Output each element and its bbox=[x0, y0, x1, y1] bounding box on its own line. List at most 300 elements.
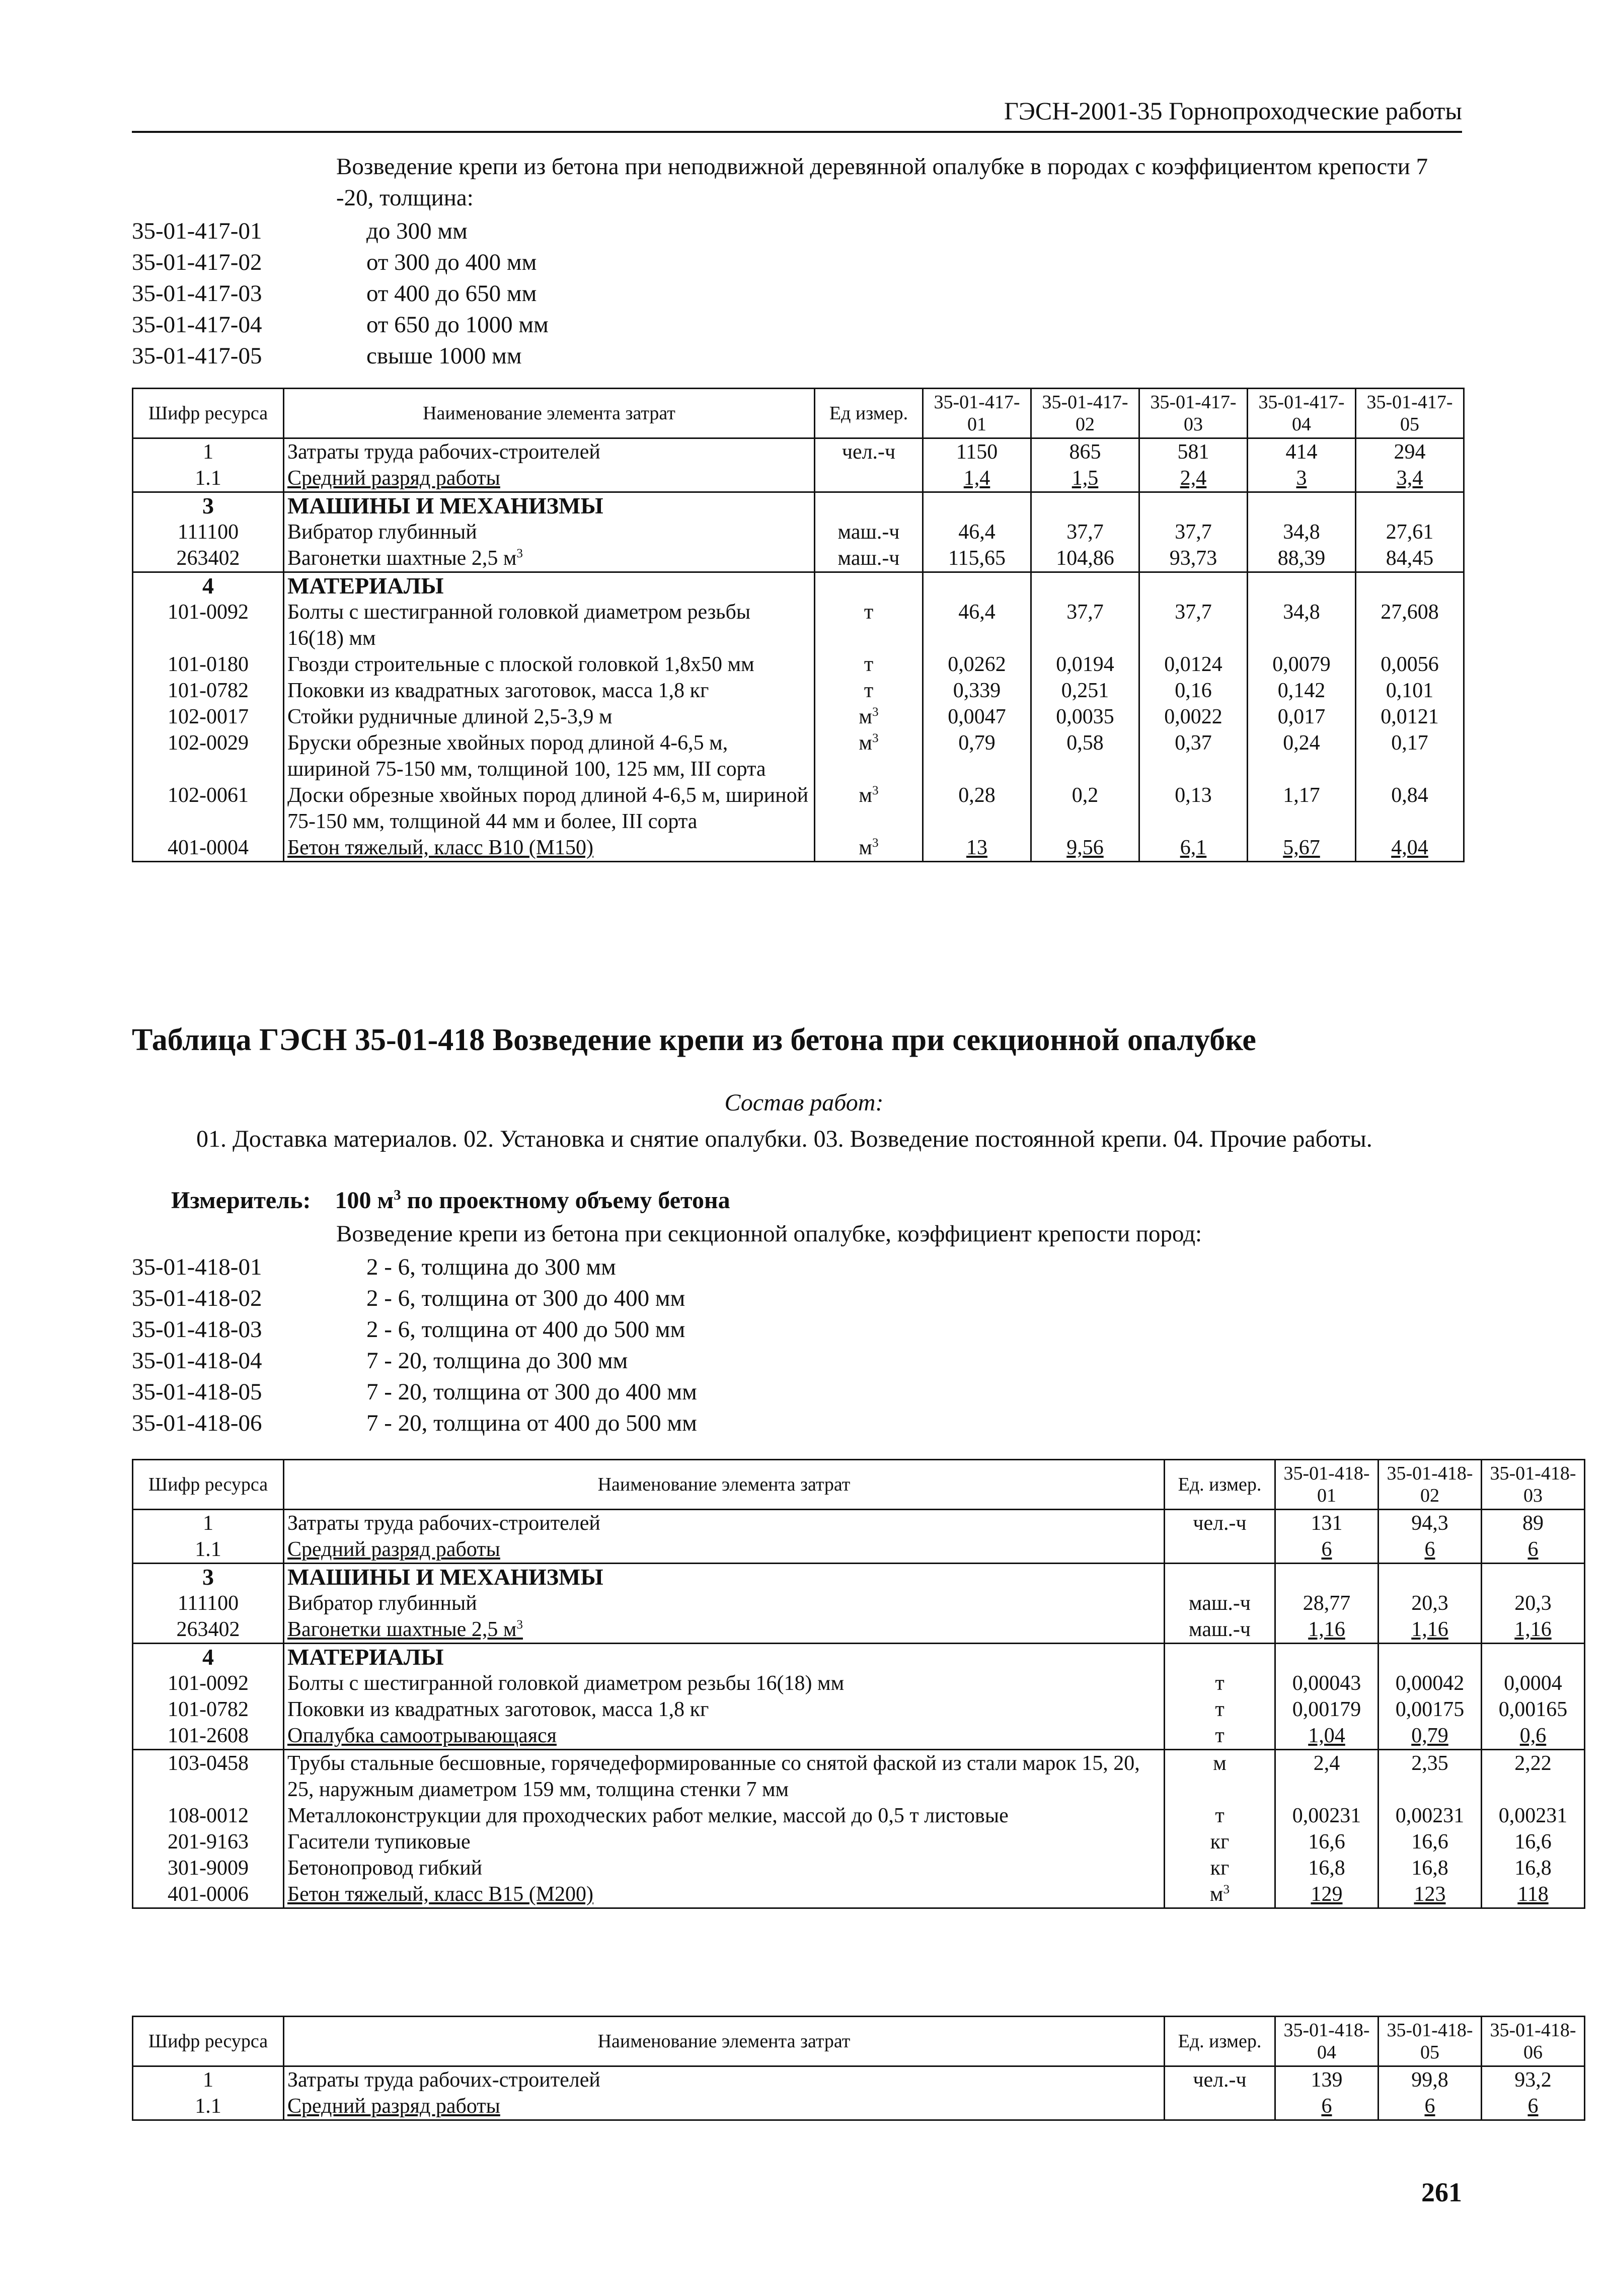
header-col: 35-01-417-05 bbox=[1356, 389, 1464, 438]
cell-unit bbox=[1165, 2066, 1275, 2094]
cell-value: 4,04 bbox=[1356, 835, 1464, 862]
measure-label: Измеритель: bbox=[171, 1187, 311, 1214]
cell-value: 0,00231 bbox=[1482, 1803, 1585, 1829]
cell-value: 0,251 bbox=[1031, 678, 1139, 704]
cell-code: 101-0092 bbox=[133, 599, 284, 651]
cell-value: 46,4 bbox=[923, 599, 1031, 651]
cell-name-text: Средний разряд работы bbox=[287, 467, 500, 490]
table-row bbox=[133, 678, 1464, 704]
cell-code: 111100 bbox=[133, 1590, 284, 1616]
cell-value bbox=[1248, 572, 1356, 600]
cell-value: 89 bbox=[1482, 1510, 1585, 1537]
cell-code: 201-9163 bbox=[133, 1829, 284, 1855]
cell-value: 34,8 bbox=[1248, 519, 1356, 545]
table-row bbox=[133, 704, 1464, 730]
cell-value: 16,8 bbox=[1379, 1855, 1482, 1881]
cell-unit bbox=[1165, 1803, 1275, 1829]
cell-name-text: Стойки рудничные длиной 2,5-3,9 м bbox=[287, 705, 612, 728]
cell-unit bbox=[815, 678, 923, 704]
cell-value: 93,2 bbox=[1482, 2066, 1585, 2094]
table-row bbox=[133, 835, 1464, 862]
header-rule bbox=[132, 131, 1462, 133]
cell-value: 0,58 bbox=[1031, 730, 1139, 782]
table-header-row bbox=[133, 1460, 1585, 1510]
resource-table-418-a bbox=[132, 1459, 1585, 1909]
cell-code: 263402 bbox=[133, 1616, 284, 1644]
cell-value: 129 bbox=[1275, 1881, 1379, 1908]
table-row bbox=[133, 2093, 1585, 2120]
cell-unit bbox=[815, 465, 923, 492]
measure-line bbox=[171, 1185, 730, 1216]
cell-code: 263402 bbox=[133, 545, 284, 572]
header-name: Наименование элемента затрат bbox=[284, 1460, 1165, 1510]
cell-value: 0,0262 bbox=[923, 651, 1031, 678]
cell-value: 3,4 bbox=[1356, 465, 1464, 492]
cell-unit bbox=[1165, 1829, 1275, 1855]
cell-value: 0,24 bbox=[1248, 730, 1356, 782]
cell-unit-text: чел.-ч bbox=[1193, 1512, 1247, 1535]
code-desc: от 650 до 1000 мм bbox=[366, 312, 549, 338]
header-col: 35-01-418-04 bbox=[1275, 2017, 1379, 2066]
cell-unit-text: т bbox=[1215, 1672, 1224, 1695]
table-row bbox=[133, 651, 1464, 678]
cell-value: 2,35 bbox=[1379, 1750, 1482, 1803]
cell-value: 0,37 bbox=[1139, 730, 1248, 782]
cell-value bbox=[1248, 492, 1356, 520]
cell-value bbox=[1275, 1644, 1379, 1671]
cell-value: 118 bbox=[1482, 1881, 1585, 1908]
code: 35-01-417-03 bbox=[132, 280, 262, 307]
cell-code: 301-9009 bbox=[133, 1855, 284, 1881]
cell-name bbox=[284, 1829, 1165, 1855]
cell-name-text: Болты с шестигранной головкой диаметром резьбы 16(18) мм bbox=[287, 601, 751, 650]
cell-unit-text: маш.-ч bbox=[1189, 1592, 1251, 1615]
cell-value: 1,16 bbox=[1275, 1616, 1379, 1644]
measure-value: 100 м bbox=[335, 1187, 394, 1214]
cell-unit bbox=[1165, 1670, 1275, 1696]
table-row bbox=[133, 1644, 1585, 1671]
cell-value bbox=[923, 572, 1031, 600]
cell-value: 0,0004 bbox=[1482, 1670, 1585, 1696]
cell-value: 16,8 bbox=[1275, 1855, 1379, 1881]
cell-unit bbox=[1165, 1590, 1275, 1616]
cell-unit-text: маш.-ч bbox=[1189, 1618, 1251, 1641]
code-desc: от 400 до 650 мм bbox=[366, 280, 537, 307]
cell-name-text: Бруски обрезные хвойных пород длиной 4-6,5 м, шириной 75-150 мм, толщиной 100, 125 мм, III сорта bbox=[287, 731, 766, 781]
cell-value: 0,017 bbox=[1248, 704, 1356, 730]
header-name: Наименование элемента затрат bbox=[284, 2017, 1165, 2066]
cell-code: 1 bbox=[133, 2066, 284, 2094]
cell-value: 0,00043 bbox=[1275, 1670, 1379, 1696]
cell-code: 102-0061 bbox=[133, 782, 284, 835]
cell-name bbox=[284, 1855, 1165, 1881]
cell-code: 102-0017 bbox=[133, 704, 284, 730]
cell-name-text: Вибратор глубинный bbox=[287, 521, 477, 544]
cell-value: 1,17 bbox=[1248, 782, 1356, 835]
cell-unit-text: т bbox=[864, 601, 874, 624]
header-unit: Ед. измер. bbox=[1165, 2017, 1275, 2066]
cell-value: 294 bbox=[1356, 438, 1464, 466]
table-body bbox=[133, 1510, 1585, 1908]
table-row bbox=[133, 1750, 1585, 1803]
cell-name-text: Затраты труда рабочих-строителей bbox=[287, 1512, 600, 1535]
cell-value: 37,7 bbox=[1139, 599, 1248, 651]
cell-value: 88,39 bbox=[1248, 545, 1356, 572]
cell-name-text: Бетонопровод гибкий bbox=[287, 1857, 483, 1880]
cell-name bbox=[284, 704, 815, 730]
cell-value: 46,4 bbox=[923, 519, 1031, 545]
cell-value: 13 bbox=[923, 835, 1031, 862]
cell-value bbox=[1482, 1644, 1585, 1671]
code: 35-01-418-04 bbox=[132, 1348, 262, 1374]
cell-unit-text: м bbox=[1213, 1752, 1227, 1775]
cell-name bbox=[284, 1590, 1165, 1616]
cell-value: 9,56 bbox=[1031, 835, 1139, 862]
code-desc: 7 - 20, толщина от 300 до 400 мм bbox=[366, 1379, 697, 1405]
cell-name bbox=[284, 1723, 1165, 1750]
cell-unit bbox=[815, 519, 923, 545]
table-row bbox=[133, 572, 1464, 600]
cell-value bbox=[1379, 1644, 1482, 1671]
cell-value bbox=[1139, 572, 1248, 600]
cell-value: 37,7 bbox=[1031, 519, 1139, 545]
cell-name bbox=[284, 651, 815, 678]
cell-unit bbox=[815, 438, 923, 466]
work-composition-text: 01. Доставка материалов. 02. Установка и снятие опалубки. 03. Возведение постоянной крепи. 04. Прочие работы. bbox=[196, 1126, 1372, 1152]
cell-name bbox=[284, 1564, 1165, 1591]
cell-value: 1,16 bbox=[1482, 1616, 1585, 1644]
cell-name-text: Доски обрезные хвойных пород длиной 4-6,5 м, шириной 75-150 мм, толщиной 44 мм и более, III сорта bbox=[287, 784, 809, 833]
cell-value: 99,8 bbox=[1379, 2066, 1482, 2094]
table-row bbox=[133, 1590, 1585, 1616]
code: 35-01-418-05 bbox=[132, 1379, 262, 1405]
table-row bbox=[133, 1616, 1585, 1644]
work-composition-heading: Состав работ: bbox=[724, 1089, 884, 1116]
table-row bbox=[133, 1536, 1585, 1564]
cell-value: 0,17 bbox=[1356, 730, 1464, 782]
code: 35-01-417-04 bbox=[132, 312, 262, 338]
table-row bbox=[133, 465, 1464, 492]
section2-intro: Возведение крепи из бетона при секционной опалубке, коэффициент крепости пород: bbox=[336, 1221, 1202, 1247]
cell-name-text: Гвозди строительные с плоской головкой 1,8х50 мм bbox=[287, 653, 754, 676]
cell-name-text: Опалубка самоотрывающаяся bbox=[287, 1724, 557, 1747]
measure-rest: по проектному объему бетона bbox=[407, 1187, 730, 1214]
cell-name-text: МАШИНЫ И МЕХАНИЗМЫ bbox=[287, 1564, 603, 1590]
cell-name bbox=[284, 678, 815, 704]
cell-code: 3 bbox=[133, 1564, 284, 1591]
cell-code: 111100 bbox=[133, 519, 284, 545]
cell-value: 1,5 bbox=[1031, 465, 1139, 492]
cell-value: 0,142 bbox=[1248, 678, 1356, 704]
cell-value bbox=[1482, 1564, 1585, 1591]
cell-unit-text: м bbox=[1209, 1883, 1223, 1906]
code-desc: 2 - 6, толщина от 400 до 500 мм bbox=[366, 1316, 685, 1343]
code: 35-01-417-02 bbox=[132, 249, 262, 275]
code: 35-01-418-02 bbox=[132, 1285, 262, 1311]
cell-unit bbox=[1165, 1750, 1275, 1803]
cell-name bbox=[284, 1616, 1165, 1644]
table-title: Таблица ГЭСН 35-01-418 Возведение крепи из бетона при секционной опалубке bbox=[132, 1023, 1256, 1057]
cell-value: 0,28 bbox=[923, 782, 1031, 835]
cell-value: 20,3 bbox=[1482, 1590, 1585, 1616]
cell-unit bbox=[1165, 1536, 1275, 1564]
code-desc: 2 - 6, толщина до 300 мм bbox=[366, 1254, 616, 1280]
measure-sup: 3 bbox=[394, 1187, 401, 1203]
cell-value: 0,79 bbox=[1379, 1723, 1482, 1750]
cell-name bbox=[284, 2093, 1165, 2120]
header-unit: Ед измер. bbox=[815, 389, 923, 438]
cell-unit bbox=[1165, 1644, 1275, 1671]
cell-name-text: Вагонетки шахтные 2,5 м bbox=[287, 1618, 517, 1641]
cell-value: 16,6 bbox=[1482, 1829, 1585, 1855]
cell-value: 865 bbox=[1031, 438, 1139, 466]
cell-value bbox=[1356, 572, 1464, 600]
cell-code: 102-0029 bbox=[133, 730, 284, 782]
cell-code: 1 bbox=[133, 438, 284, 466]
cell-name bbox=[284, 730, 815, 782]
table-row bbox=[133, 1696, 1585, 1723]
cell-value bbox=[1356, 492, 1464, 520]
cell-unit bbox=[815, 572, 923, 600]
header-col: 35-01-418-06 bbox=[1482, 2017, 1585, 2066]
cell-name-text: Средний разряд работы bbox=[287, 2095, 500, 2118]
cell-name bbox=[284, 1881, 1165, 1908]
table-row bbox=[133, 438, 1464, 466]
code-desc: 7 - 20, толщина до 300 мм bbox=[366, 1348, 628, 1374]
cell-unit-text: маш.-ч bbox=[837, 521, 900, 544]
cell-unit-sup: 3 bbox=[872, 836, 879, 850]
header-col: 35-01-418-03 bbox=[1482, 1460, 1585, 1510]
code-desc: 2 - 6, толщина от 300 до 400 мм bbox=[366, 1285, 685, 1311]
cell-name-text: Бетон тяжелый, класс В10 (М150) bbox=[287, 836, 594, 859]
cell-name-text: Вибратор глубинный bbox=[287, 1592, 477, 1615]
cell-unit-text: т bbox=[1215, 1804, 1224, 1827]
cell-value: 0,2 bbox=[1031, 782, 1139, 835]
cell-value: 115,65 bbox=[923, 545, 1031, 572]
cell-code: 1.1 bbox=[133, 1536, 284, 1564]
cell-name bbox=[284, 1510, 1165, 1537]
cell-value: 94,3 bbox=[1379, 1510, 1482, 1537]
cell-name-text: Металлоконструкции для проходческих работ мелкие, массой до 0,5 т листовые bbox=[287, 1804, 1009, 1827]
cell-value: 6 bbox=[1275, 1536, 1379, 1564]
cell-value: 37,7 bbox=[1031, 599, 1139, 651]
cell-unit-text: т bbox=[1215, 1698, 1224, 1721]
cell-unit bbox=[1165, 1881, 1275, 1908]
cell-value: 0,339 bbox=[923, 678, 1031, 704]
cell-value: 131 bbox=[1275, 1510, 1379, 1537]
cell-unit bbox=[815, 782, 923, 835]
cell-value: 1,4 bbox=[923, 465, 1031, 492]
cell-name bbox=[284, 1644, 1165, 1671]
header-col: 35-01-418-02 bbox=[1379, 1460, 1482, 1510]
cell-value: 6 bbox=[1482, 1536, 1585, 1564]
cell-value: 0,0035 bbox=[1031, 704, 1139, 730]
code: 35-01-418-06 bbox=[132, 1410, 262, 1436]
code: 35-01-418-03 bbox=[132, 1316, 262, 1343]
cell-name bbox=[284, 465, 815, 492]
header-col: 35-01-418-05 bbox=[1379, 2017, 1482, 2066]
cell-code: 1 bbox=[133, 1510, 284, 1537]
cell-code: 101-0180 bbox=[133, 651, 284, 678]
cell-name-sup: 3 bbox=[516, 547, 523, 560]
cell-name-text: Средний разряд работы bbox=[287, 1538, 500, 1561]
cell-value: 0,0121 bbox=[1356, 704, 1464, 730]
cell-value: 2,4 bbox=[1275, 1750, 1379, 1803]
cell-value: 104,86 bbox=[1031, 545, 1139, 572]
cell-code: 401-0006 bbox=[133, 1881, 284, 1908]
table-row bbox=[133, 1723, 1585, 1750]
cell-value: 0,0079 bbox=[1248, 651, 1356, 678]
cell-unit bbox=[1165, 1616, 1275, 1644]
cell-value: 6 bbox=[1379, 2093, 1482, 2120]
code-desc: 7 - 20, толщина от 400 до 500 мм bbox=[366, 1410, 697, 1436]
cell-value: 581 bbox=[1139, 438, 1248, 466]
code-desc: свыше 1000 мм bbox=[366, 343, 522, 369]
cell-unit bbox=[1165, 1696, 1275, 1723]
cell-name-text: Затраты труда рабочих-строителей bbox=[287, 440, 600, 464]
cell-value: 414 bbox=[1248, 438, 1356, 466]
cell-unit-sup: 3 bbox=[1223, 1883, 1230, 1896]
cell-name-text: Поковки из квадратных заготовок, масса 1,8 кг bbox=[287, 1698, 709, 1721]
cell-unit bbox=[1165, 1723, 1275, 1750]
table-row bbox=[133, 545, 1464, 572]
table-row bbox=[133, 730, 1464, 782]
cell-value: 0,0056 bbox=[1356, 651, 1464, 678]
cell-value: 2,22 bbox=[1482, 1750, 1585, 1803]
cell-unit-text: м bbox=[859, 705, 872, 728]
code-desc: от 300 до 400 мм bbox=[366, 249, 537, 275]
cell-name-text: МАШИНЫ И МЕХАНИЗМЫ bbox=[287, 493, 603, 519]
cell-unit bbox=[815, 651, 923, 678]
running-header: ГЭСН-2001-35 Горнопроходческие работы bbox=[1004, 97, 1462, 125]
cell-unit-text: кг bbox=[1210, 1830, 1230, 1854]
table-body bbox=[133, 438, 1464, 862]
cell-name bbox=[284, 2066, 1165, 2094]
header-unit: Ед. измер. bbox=[1165, 1460, 1275, 1510]
cell-name-text: МАТЕРИАЛЫ bbox=[287, 1644, 444, 1670]
cell-value bbox=[923, 492, 1031, 520]
cell-unit bbox=[815, 704, 923, 730]
cell-value: 16,8 bbox=[1482, 1855, 1585, 1881]
cell-value: 0,16 bbox=[1139, 678, 1248, 704]
cell-name-text: Гасители тупиковые bbox=[287, 1830, 471, 1854]
cell-name bbox=[284, 1696, 1165, 1723]
header-col: 35-01-417-03 bbox=[1139, 389, 1248, 438]
cell-value: 28,77 bbox=[1275, 1590, 1379, 1616]
cell-unit bbox=[815, 599, 923, 651]
cell-value: 1,16 bbox=[1379, 1616, 1482, 1644]
cell-value: 0,101 bbox=[1356, 678, 1464, 704]
cell-value: 0,00231 bbox=[1275, 1803, 1379, 1829]
cell-value: 2,4 bbox=[1139, 465, 1248, 492]
cell-unit bbox=[815, 730, 923, 782]
cell-name bbox=[284, 519, 815, 545]
cell-unit bbox=[1165, 1564, 1275, 1591]
cell-code: 101-0782 bbox=[133, 1696, 284, 1723]
cell-unit bbox=[1165, 1510, 1275, 1537]
table-row bbox=[133, 1829, 1585, 1855]
cell-value: 0,13 bbox=[1139, 782, 1248, 835]
cell-value: 139 bbox=[1275, 2066, 1379, 2094]
cell-value: 0,00231 bbox=[1379, 1803, 1482, 1829]
cell-value bbox=[1139, 492, 1248, 520]
cell-name-sup: 3 bbox=[516, 1618, 523, 1632]
table-body bbox=[133, 2066, 1585, 2120]
cell-unit bbox=[1165, 1855, 1275, 1881]
cell-name bbox=[284, 545, 815, 572]
cell-value: 37,7 bbox=[1139, 519, 1248, 545]
cell-value: 34,8 bbox=[1248, 599, 1356, 651]
table-row bbox=[133, 492, 1464, 520]
cell-name bbox=[284, 1536, 1165, 1564]
cell-name-text: Трубы стальные бесшовные, горячедеформированные со снятой фаской из стали марок 15, 20, 25, наружным диаметром 159 мм, толщина стенки 7 мм bbox=[287, 1752, 1140, 1801]
table-row bbox=[133, 782, 1464, 835]
cell-name-text: Болты с шестигранной головкой диаметром резьбы 16(18) мм bbox=[287, 1672, 845, 1695]
cell-value: 0,0124 bbox=[1139, 651, 1248, 678]
cell-code: 1.1 bbox=[133, 2093, 284, 2120]
cell-unit-text: т bbox=[864, 653, 874, 676]
cell-name-text: Вагонетки шахтные 2,5 м bbox=[287, 547, 517, 570]
cell-code: 108-0012 bbox=[133, 1803, 284, 1829]
cell-name bbox=[284, 438, 815, 466]
table-row bbox=[133, 1564, 1585, 1591]
cell-value: 6 bbox=[1275, 2093, 1379, 2120]
header-col: 35-01-417-01 bbox=[923, 389, 1031, 438]
cell-value: 0,00179 bbox=[1275, 1696, 1379, 1723]
cell-code: 4 bbox=[133, 572, 284, 600]
cell-name bbox=[284, 492, 815, 520]
cell-code: 101-0092 bbox=[133, 1670, 284, 1696]
cell-name bbox=[284, 1750, 1165, 1803]
header-col: 35-01-417-04 bbox=[1248, 389, 1356, 438]
table-header-row bbox=[133, 2017, 1585, 2066]
header-code: Шифр ресурса bbox=[133, 1460, 284, 1510]
code: 35-01-417-05 bbox=[132, 343, 262, 369]
cell-value: 123 bbox=[1379, 1881, 1482, 1908]
cell-unit-sup: 3 bbox=[872, 731, 879, 745]
cell-name-text: Поковки из квадратных заготовок, масса 1,8 кг bbox=[287, 679, 709, 702]
cell-value: 84,45 bbox=[1356, 545, 1464, 572]
cell-code: 103-0458 bbox=[133, 1750, 284, 1803]
cell-value bbox=[1275, 1564, 1379, 1591]
cell-code: 101-2608 bbox=[133, 1723, 284, 1750]
code-desc: до 300 мм bbox=[366, 218, 468, 244]
section1-intro: Возведение крепи из бетона при неподвижной деревянной опалубке в породах с коэффициентом крепости 7 -20, толщина: bbox=[336, 154, 1428, 211]
cell-value: 20,3 bbox=[1379, 1590, 1482, 1616]
cell-unit-text: м bbox=[859, 836, 872, 859]
cell-value: 0,0047 bbox=[923, 704, 1031, 730]
cell-unit-text: м bbox=[859, 731, 872, 755]
table-row bbox=[133, 1510, 1585, 1537]
cell-unit bbox=[815, 545, 923, 572]
cell-value: 0,00165 bbox=[1482, 1696, 1585, 1723]
cell-code: 3 bbox=[133, 492, 284, 520]
cell-unit-sup: 3 bbox=[872, 705, 879, 719]
resource-table-417 bbox=[132, 388, 1465, 862]
cell-unit bbox=[815, 835, 923, 862]
header-name: Наименование элемента затрат bbox=[284, 389, 815, 438]
table-row bbox=[133, 2066, 1585, 2094]
cell-value bbox=[1031, 572, 1139, 600]
cell-unit bbox=[815, 492, 923, 520]
table-row bbox=[133, 599, 1464, 651]
cell-value bbox=[1031, 492, 1139, 520]
cell-name bbox=[284, 1803, 1165, 1829]
cell-name bbox=[284, 835, 815, 862]
cell-value: 6 bbox=[1379, 1536, 1482, 1564]
cell-value: 0,79 bbox=[923, 730, 1031, 782]
cell-name-text: МАТЕРИАЛЫ bbox=[287, 573, 444, 599]
